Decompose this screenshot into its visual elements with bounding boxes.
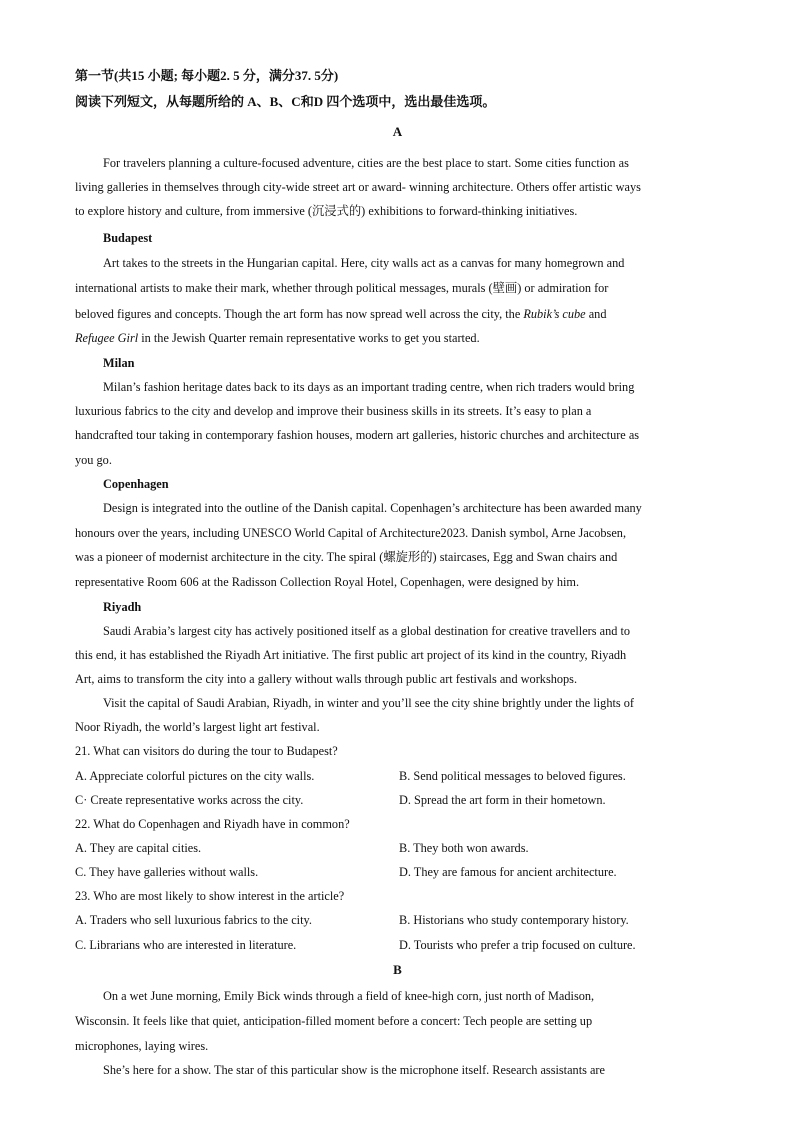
riyadh-line: Art, aims to transform the city into a gallery without walls through public art festivals and workshops. (75, 672, 578, 686)
question-option: C. Librarians who are interested in literature. (75, 938, 297, 952)
riyadh-heading: Riyadh (103, 600, 142, 614)
refugee-girl-title: Refugee Girl (75, 331, 139, 345)
question-option: D. Spread the art form in their hometown. (399, 793, 606, 807)
section-header: 第一节(共15 小题; 每小题2. 5 分，满分37. 5分) (75, 68, 339, 83)
question-option: B. They both won awards. (399, 841, 529, 855)
budapest-line (75, 306, 725, 322)
question-option: D. They are famous for ancient architecture. (399, 865, 617, 879)
riyadh-line: Visit the capital of Saudi Arabian, Riyadh, in winter and you’ll see the city shine brightly under the lights of (103, 696, 634, 710)
copenhagen-line: Design is integrated into the outline of the Danish capital. Copenhagen’s architecture has been awarded many (103, 501, 642, 515)
question-option: A. Traders who sell luxurious fabrics to the city. (75, 913, 312, 927)
passage-a-label: A (392, 124, 403, 139)
passage-b-line: On a wet June morning, Emily Bick winds through a field of knee-high corn, just north of Madison, (103, 989, 595, 1003)
budapest-line: international artists to make their mark, whether through political messages, murals (壁画) or admiration for (75, 281, 609, 295)
passage-b-label: B (393, 962, 402, 977)
passage-b-line: Wisconsin. It feels like that quiet, anticipation-filled moment before a concert: Tech people are setting up (75, 1014, 593, 1028)
budapest-line-tail: in the Jewish Quarter remain representative works to get you started. (138, 331, 480, 345)
question-option: C· Create representative works across the city. (75, 793, 304, 807)
passage-a-intro-line: living galleries in themselves through city-wide street art or award- winning architecture. Others offer artistic ways (75, 180, 641, 194)
question-option: D. Tourists who prefer a trip focused on culture. (399, 938, 636, 952)
milan-line: luxurious fabrics to the city and develop and improve their business skills in its streets. It’s easy to plan a (75, 404, 592, 418)
budapest-line-text: beloved figures and concepts. Though the art form has now spread well across the city, the (75, 307, 524, 321)
riyadh-line: Noor Riyadh, the world’s largest light art festival. (75, 720, 320, 734)
milan-heading: Milan (103, 356, 135, 370)
passage-a-intro-line: to explore history and culture, from immersive (沉浸式的) exhibitions to forward-thinking initiatives. (75, 204, 578, 218)
copenhagen-heading: Copenhagen (103, 477, 169, 491)
question-stem: 21. What can visitors do during the tour to Budapest? (75, 744, 338, 758)
budapest-line: Art takes to the streets in the Hungarian capital. Here, city walls act as a canvas for many homegrown and (103, 256, 625, 270)
copenhagen-line: honours over the years, including UNESCO World Capital of Architecture2023. Danish symbol, Arne Jacobsen, (75, 526, 627, 540)
budapest-line-tail: and (585, 307, 607, 321)
passage-b-line: microphones, laying wires. (75, 1039, 209, 1053)
rubiks-cube-title: Rubik’s cube (523, 307, 586, 321)
copenhagen-line: was a pioneer of modernist architecture in the city. The spiral (螺旋形的) staircases, Egg and Swan chairs and (75, 550, 618, 564)
milan-line: handcrafted tour taking in contemporary fashion houses, modern art galleries, historic churches and architecture as (75, 428, 640, 442)
copenhagen-line: representative Room 606 at the Radisson Collection Royal Hotel, Copenhagen, were designed by him. (75, 575, 580, 589)
passage-a-intro-line: For travelers planning a culture-focused adventure, cities are the best place to start. Some cities function as (103, 156, 629, 170)
budapest-heading: Budapest (103, 231, 153, 245)
milan-line: Milan’s fashion heritage dates back to its days as an important trading centre, when rich traders would bring (103, 380, 635, 394)
riyadh-line: Saudi Arabia’s largest city has actively positioned itself as a global destination for creative travellers and to (103, 624, 631, 638)
milan-line: you go. (75, 453, 112, 467)
question-option: B. Send political messages to beloved figures. (399, 769, 626, 783)
riyadh-line: this end, it has established the Riyadh Art initiative. The first public art project of its kind in the country, Riyadh (75, 648, 627, 662)
question-option: A. They are capital cities. (75, 841, 202, 855)
question-stem: 23. Who are most likely to show interest in the article? (75, 889, 345, 903)
question-option: B. Historians who study contemporary history. (399, 913, 629, 927)
budapest-line (75, 330, 725, 346)
question-option: A. Appreciate colorful pictures on the city walls. (75, 769, 315, 783)
question-option: C. They have galleries without walls. (75, 865, 259, 879)
passage-b-line: She’s here for a show. The star of this particular show is the microphone itself. Research assistants are (103, 1063, 605, 1077)
instructions: 阅读下列短文，从每题所给的 A、B、C和D 四个选项中，选出最佳选项。 (75, 94, 496, 109)
question-stem: 22. What do Copenhagen and Riyadh have in common? (75, 817, 350, 831)
